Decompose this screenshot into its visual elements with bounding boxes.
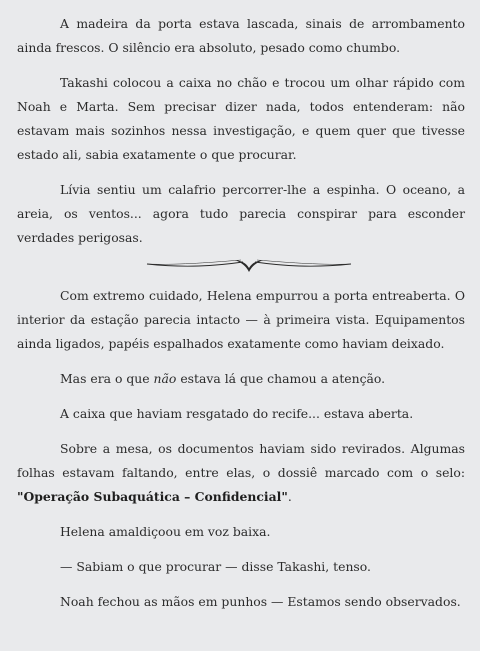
paragraph-takashi: Takashi colocou a caixa no chão e trocou um olhar rápido com Noah e Marta. Sem precisar dizer nada, todos entenderam: não estavam mais sozinhos nessa investigação, e quem quer que tivesse estado ali, sabia exatamente o que procurar. <box>17 75 465 162</box>
text-segment: . <box>287 489 292 504</box>
paragraph-curse: Helena amaldiçoou em voz baixa. <box>60 524 271 539</box>
emphasis: não <box>153 371 177 386</box>
book-page <box>17 0 465 614</box>
paragraph-noah: Noah fechou as mãos em punhos — Estamos sendo observados. <box>60 594 461 609</box>
dossier-title: "Operação Subaquática – Confidencial" <box>17 489 288 504</box>
ornamental-swash-icon <box>145 254 353 278</box>
paragraph-door: A madeira da porta estava lascada, sinais de arrombamento ainda frescos. O silêncio era absoluto, pesado como chumbo. <box>17 16 465 55</box>
paragraph-helena: Com extremo cuidado, Helena empurrou a porta entreaberta. O interior da estação parecia intacto — à primeira vista. Equipamentos ainda ligados, papéis espalhados exatamente como haviam deixado. <box>17 288 465 351</box>
paragraph-dialogue-takashi: — Sabiam o que procurar — disse Takashi, tenso. <box>60 559 371 574</box>
text-segment: Sobre a mesa, os documentos haviam sido revirados. Algumas folhas estavam faltando, entre elas, o dossiê marcado com o selo: <box>17 441 465 480</box>
section-divider <box>17 250 465 284</box>
paragraph-documents <box>17 437 465 509</box>
text-segment: Mas era o que <box>60 371 154 386</box>
text-segment: estava lá que chamou a atenção. <box>176 371 386 386</box>
paragraph-box: A caixa que haviam resgatado do recife... estava aberta. <box>60 406 414 421</box>
paragraph-attention <box>17 367 465 391</box>
paragraph-livia: Lívia sentiu um calafrio percorrer-lhe a espinha. O oceano, a areia, os ventos... agora tudo parecia conspirar para esconder verdades perigosas. <box>17 182 465 245</box>
